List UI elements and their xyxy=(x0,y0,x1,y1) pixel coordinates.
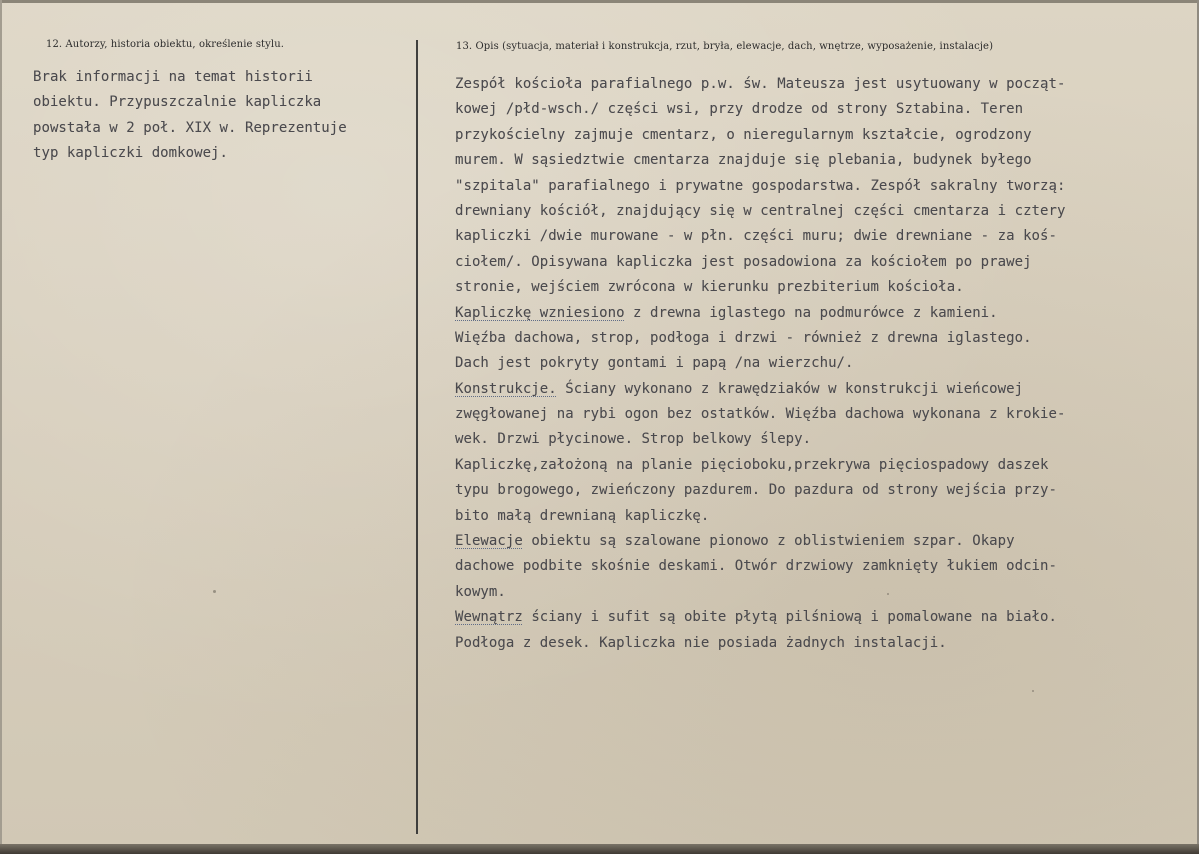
line-text: bito małą drewnianą kapliczkę. xyxy=(455,507,710,524)
line-text: obiektu są szalowane pionowo z oblistwieniem szpar. Okapy xyxy=(522,533,1015,550)
scan-edge-top xyxy=(0,0,1199,3)
line-text: Podłoga z desek. Kapliczka nie posiada żadnych instalacji. xyxy=(455,634,947,651)
line-text: zwęgłowanej na rybi ogon bez ostatków. Więźba dachowa wykonana z krokie- xyxy=(455,406,1066,423)
section-13-text xyxy=(455,72,1065,656)
line-text: murem. W sąsiedztwie cmentarza znajduje się plebania, budynek byłego xyxy=(455,152,1032,169)
text-line xyxy=(455,427,1065,452)
line-text: Zespół kościoła parafialnego p.w. św. Mateusza jest usytuowany w począt- xyxy=(455,76,1066,92)
line-text: Dach jest pokryty gontami i papą /na wierzchu/. xyxy=(455,355,854,372)
text-line xyxy=(455,631,1065,656)
underlined-subheading: Wewnątrz xyxy=(455,609,523,626)
text-line xyxy=(455,402,1065,427)
text-line xyxy=(455,224,1065,249)
text-line xyxy=(455,301,1065,326)
text-line: Brak informacji na temat historii xyxy=(33,69,313,85)
section-12-text xyxy=(33,65,347,167)
text-line xyxy=(455,250,1065,275)
paper-speck xyxy=(1032,690,1034,692)
text-line xyxy=(455,554,1065,579)
text-line xyxy=(455,453,1065,478)
text-line: obiektu. Przypuszczalnie kapliczka xyxy=(33,94,322,111)
text-line xyxy=(455,478,1065,503)
line-text: z drewna iglastego na podmurówce z kamieni. xyxy=(624,304,998,321)
underlined-subheading: Konstrukcje. xyxy=(455,380,557,397)
line-text: "szpitala" parafialnego i prywatne gospodarstwa. Zespół sakralny tworzą: xyxy=(455,177,1066,194)
text-line: typ kapliczki domkowej. xyxy=(33,145,229,162)
text-line xyxy=(455,174,1065,199)
line-text: typu brogowego, zwieńczony pazdurem. Do pazdura od strony wejścia przy- xyxy=(455,482,1057,499)
line-text: kowym. xyxy=(455,583,506,600)
line-text: stronie, wejściem zwrócona w kierunku prezbiterium kościoła. xyxy=(455,279,964,296)
text-line xyxy=(455,504,1065,529)
scan-edge-left xyxy=(0,0,2,854)
text-line xyxy=(455,275,1065,300)
scan-edge-bottom xyxy=(0,844,1199,854)
line-text: Ściany wykonano z krawędziaków w konstrukcji wieńcowej xyxy=(556,380,1024,397)
line-text: dachowe podbite skośnie deskami. Otwór drzwiowy zamknięty łukiem odcin- xyxy=(455,558,1057,575)
line-text: ściany i sufit są obite płytą pilśniową i pomalowane na biało. xyxy=(522,609,1058,626)
line-text: przykościelny zajmuje cmentarz, o nieregularnym kształcie, ogrodzony xyxy=(455,126,1032,143)
text-line xyxy=(455,326,1065,351)
text-line xyxy=(455,605,1065,630)
underlined-subheading: Kapliczkę wzniesiono xyxy=(455,304,625,321)
section-13-heading: 13. Opis (sytuacja, materiał i konstrukcja, rzut, bryła, elewacje, dach, wnętrze, wyposażenie, instalacje) xyxy=(456,41,994,52)
section-12-heading: 12. Autorzy, historia obiektu, określenie stylu. xyxy=(46,39,285,50)
line-text: kowej /płd-wsch./ części wsi, przy drodze od strony Sztabina. Teren xyxy=(455,101,1024,118)
text-line xyxy=(455,97,1065,122)
line-text: Więźba dachowa, strop, podłoga i drzwi - również z drewna iglastego. xyxy=(455,329,1032,346)
text-line xyxy=(455,580,1065,605)
column-divider xyxy=(416,40,418,834)
text-line xyxy=(455,148,1065,173)
text-line xyxy=(455,123,1065,148)
text-line xyxy=(455,377,1065,402)
text-line xyxy=(455,72,1065,97)
line-text: wek. Drzwi płycinowe. Strop belkowy ślepy. xyxy=(455,431,812,448)
text-line: powstała w 2 poł. XIX w. Reprezentuje xyxy=(33,119,347,136)
text-line xyxy=(455,351,1065,376)
paper-speck xyxy=(213,590,216,593)
line-text: Kapliczkę,założoną na planie pięcioboku,przekrywa pięciospadowy daszek xyxy=(455,456,1049,473)
line-text: drewniany kościół, znajdujący się w centralnej części cmentarza i cztery xyxy=(455,202,1066,219)
text-line xyxy=(455,529,1065,554)
underlined-subheading: Elewacje xyxy=(455,533,523,550)
line-text: ciołem/. Opisywana kapliczka jest posadowiona za kościołem po prawej xyxy=(455,253,1032,270)
text-line xyxy=(455,199,1065,224)
line-text: kapliczki /dwie murowane - w płn. części muru; dwie drewniane - za koś- xyxy=(455,228,1057,245)
